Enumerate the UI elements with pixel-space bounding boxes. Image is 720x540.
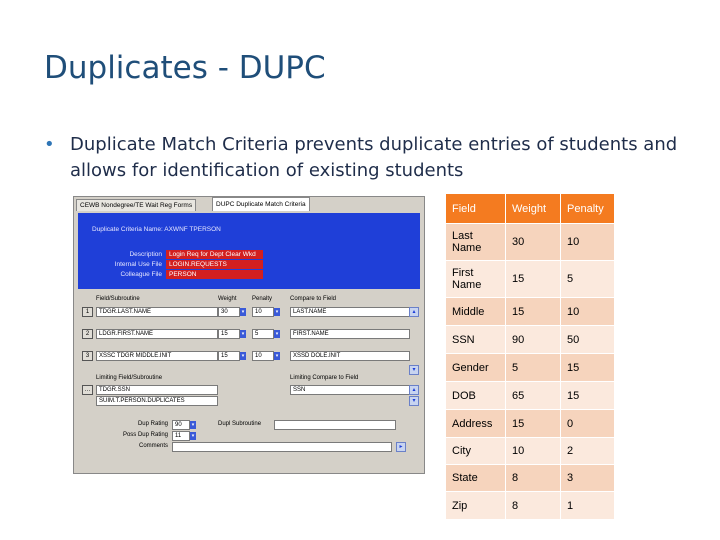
field-subroutine-input[interactable]: LDGR.FIRST.NAME [96,329,218,339]
bullet-point [44,132,684,184]
limiting-compare-label: Limiting Compare to Field [290,375,359,381]
poss-dup-rating-label: Poss Dup Rating [122,432,168,438]
cell-penalty: 2 [561,438,615,465]
cell-penalty: 10 [561,298,615,326]
bullet-dot-icon: • [44,134,55,155]
field-subroutine-input[interactable]: XSSC TDGR MIDDLE.INIT [96,351,218,361]
form-tabs [74,197,424,211]
cell-penalty: 15 [561,382,615,410]
limiting-compare-input[interactable]: SSN [290,385,410,395]
tab-cewb[interactable]: CEWB Nondegree/TE Wait Reg Forms [76,199,196,211]
scroll-up-icon[interactable]: ▴ [409,307,419,317]
cell-field: Zip [446,492,506,520]
scroll-down-icon[interactable]: ▾ [409,365,419,375]
weight-input[interactable]: 30 [218,307,240,317]
dupl-subroutine-input[interactable] [274,420,396,430]
penalty-input[interactable]: 10 [252,307,274,317]
internal-file-label: Internal Use File [114,261,162,268]
cell-weight: 10 [506,438,561,465]
description-field[interactable]: Login Req for Dept Clear Wkd [166,250,263,259]
cell-penalty: 0 [561,410,615,438]
slide-title: Duplicates - DUPC [44,50,326,86]
cell-field: SSN [446,326,506,354]
criteria-name-value: AXWNF TPERSON [164,226,221,233]
colleague-file-field[interactable]: PERSON [166,270,263,279]
table-row [446,326,615,354]
criteria-header-panel [78,213,420,289]
row-number-button[interactable]: 1 [82,307,93,317]
cell-penalty: 50 [561,326,615,354]
header-penalty: Penalty [561,194,615,224]
row-number-button[interactable]: 2 [82,329,93,339]
comments-input[interactable] [172,442,392,452]
scroll-down-icon[interactable]: ▾ [409,396,419,406]
weight-header: Weight [218,296,237,302]
table-row [446,438,615,465]
penalty-spin-icon[interactable]: ▾ [275,331,279,337]
weight-spin-icon[interactable]: ▾ [241,331,245,337]
limiting-field-input-2[interactable]: SUIM.T.PERSON.DUPLICATES [96,396,218,406]
cell-field: Address [446,410,506,438]
table-row [446,465,615,492]
limiting-field-label: Limiting Field/Subroutine [96,375,163,381]
table-row [446,261,615,298]
table-row [446,382,615,410]
cell-penalty: 1 [561,492,615,520]
match-criteria-panel [78,291,420,471]
field-subroutine-header: Field/Subroutine [96,296,140,302]
cell-field: Last Name [446,224,506,261]
table-header-row [446,194,615,224]
table-row [446,410,615,438]
weight-input[interactable]: 15 [218,351,240,361]
criteria-name-label: Duplicate Criteria Name: AXWNF TPERSON [92,226,221,233]
criteria-table [445,193,615,520]
internal-file-field[interactable]: LOGIN.REQUESTS [166,260,263,269]
weight-spin-icon[interactable]: ▾ [241,353,245,359]
description-label: Description [129,251,162,258]
dup-rating-spin-icon[interactable]: ▾ [191,422,195,428]
cell-weight: 30 [506,224,561,261]
dupl-subroutine-label: Dupl Subroutine [218,421,262,427]
limiting-field-input[interactable]: TDGR.SSN [96,385,218,395]
dupc-screenshot [73,196,425,474]
penalty-input[interactable]: 10 [252,351,274,361]
penalty-spin-icon[interactable]: ▾ [275,353,279,359]
table-row [446,298,615,326]
cell-weight: 5 [506,354,561,382]
limiting-detail-button[interactable]: … [82,385,93,395]
cell-penalty: 15 [561,354,615,382]
cell-weight: 15 [506,410,561,438]
cell-weight: 15 [506,261,561,298]
cell-weight: 8 [506,465,561,492]
weight-input[interactable]: 15 [218,329,240,339]
header-weight: Weight [506,194,561,224]
cell-field: Middle [446,298,506,326]
cell-field: First Name [446,261,506,298]
comments-detail-icon[interactable]: ▸ [396,442,406,452]
cell-weight: 15 [506,298,561,326]
cell-penalty: 10 [561,224,615,261]
cell-penalty: 3 [561,465,615,492]
poss-dup-rating-spin-icon[interactable]: ▾ [191,433,195,439]
field-subroutine-input[interactable]: TDGR.LAST.NAME [96,307,218,317]
weight-spin-icon[interactable]: ▾ [241,309,245,315]
cell-field: City [446,438,506,465]
header-field: Field [446,194,506,224]
colleague-file-label: Colleague File [120,271,162,278]
cell-field: Gender [446,354,506,382]
cell-weight: 65 [506,382,561,410]
tab-dupc[interactable]: DUPC Duplicate Match Criteria [212,197,310,211]
cell-field: State [446,465,506,492]
penalty-spin-icon[interactable]: ▾ [275,309,279,315]
compare-to-field-header: Compare to Field [290,296,337,302]
bullet-text: Duplicate Match Criteria prevents duplicate entries of students and allows for identification of existing students [70,134,678,181]
penalty-header: Penalty [252,296,273,302]
cell-penalty: 5 [561,261,615,298]
compare-field-input[interactable]: FIRST.NAME [290,329,410,339]
comments-label: Comments [138,443,168,449]
penalty-input[interactable]: 5 [252,329,274,339]
cell-weight: 90 [506,326,561,354]
scroll-up-icon[interactable]: ▴ [409,385,419,395]
dup-rating-input[interactable]: 90 [172,420,190,430]
poss-dup-rating-input[interactable]: 11 [172,431,190,441]
row-number-button[interactable]: 3 [82,351,93,361]
table-row [446,492,615,520]
cell-weight: 8 [506,492,561,520]
table-row [446,354,615,382]
table-row [446,224,615,261]
compare-field-input[interactable]: LAST.NAME [290,307,410,317]
cell-field: DOB [446,382,506,410]
compare-field-input[interactable]: XSSD DOLE.INIT [290,351,410,361]
dup-rating-label: Dup Rating [137,421,168,427]
